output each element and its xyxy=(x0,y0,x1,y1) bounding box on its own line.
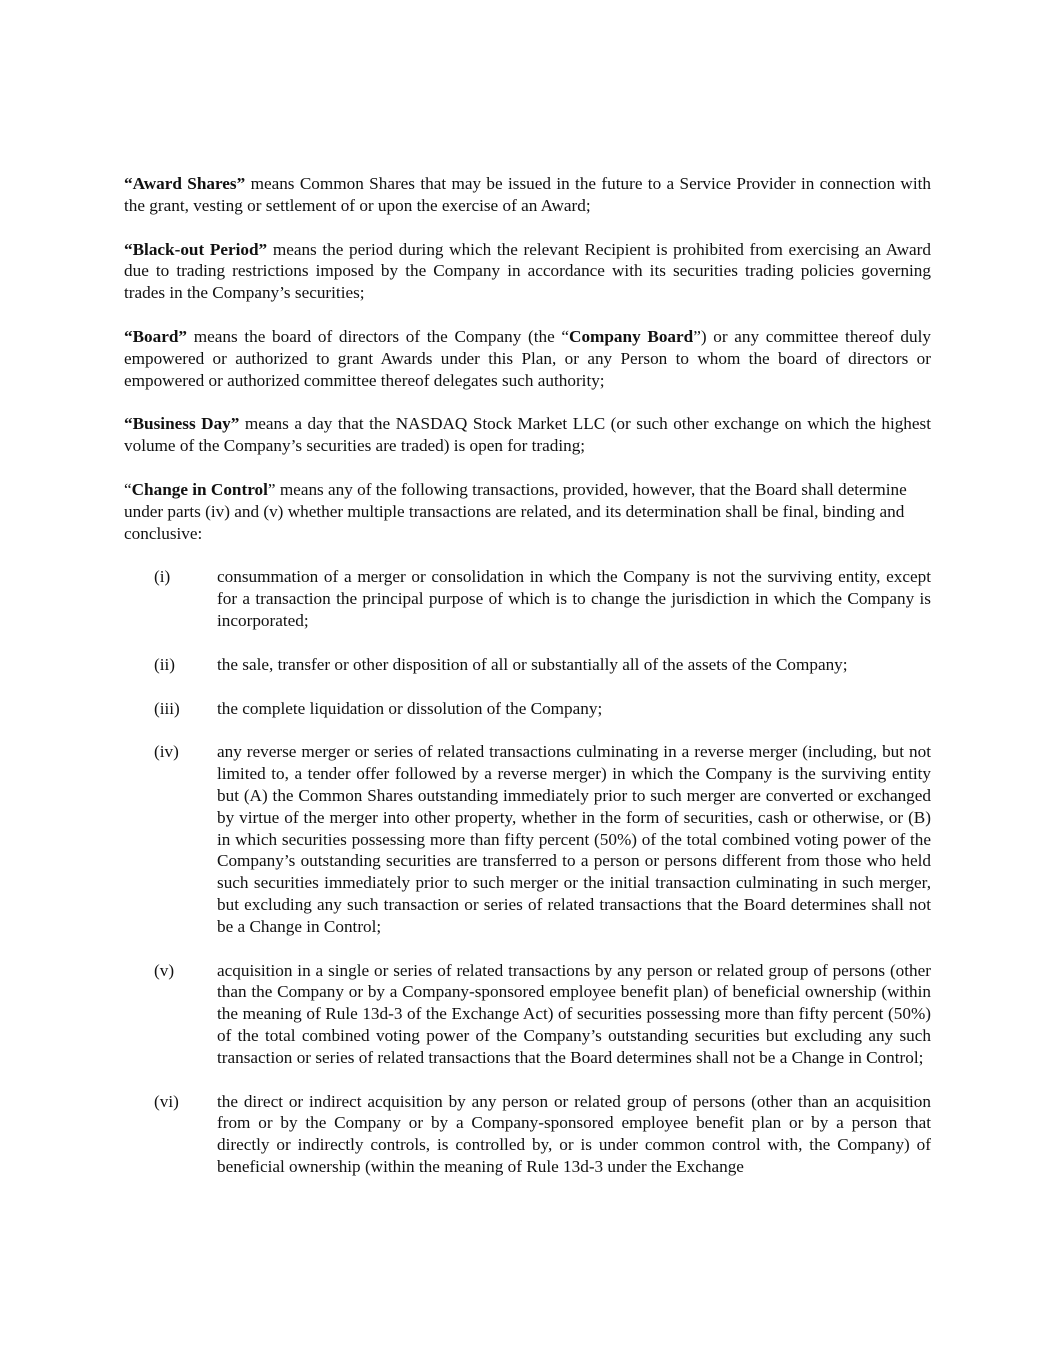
definition-business-day xyxy=(124,413,931,457)
definition-text: means a day that the NASDAQ Stock Market LLC (or such other exchange on which the highest volume of the Company’s securities are traded) is open for trading; xyxy=(124,414,931,456)
definition-text: means Common Shares that may be issued in the future to a Service Provider in connection with the grant, vesting or settlement of or upon the exercise of an Award; xyxy=(124,174,931,215)
list-item-number: (iii) xyxy=(154,698,180,718)
document-page xyxy=(124,173,931,1178)
definition-text: means the period during which the relevant Recipient is prohibited from exercising an Award due to trading restrictions imposed by the Company in accordance with its securities trading policies governing trades in the Company’s securities; xyxy=(124,239,931,303)
list-item-text: any reverse merger or series of related transactions culminating in a reverse merger (including, but not limited to, a tender offer followed by a reverse merger) in which the Company is the surviving entity but (A) the Common Shares outstanding immediately prior to such merger are converted or exchanged by virtue of the merger into other property, whether in the form of securities, cash or otherwise, or (B) in which securities possessing more than fifty percent (50%) of the total combined voting power of the Company’s outstanding securities are transferred to a person or persons different from those who held such securities immediately prior to such merger or the initial transaction culminating in such merger, but excluding any such transaction or series of related transactions that the Board determines shall not be a Change in Control; xyxy=(217,742,931,936)
list-item-number: (vi) xyxy=(154,1091,179,1111)
open-quote: “ xyxy=(124,479,132,499)
list-item xyxy=(124,654,931,676)
list-item xyxy=(124,741,931,937)
definition-text: ” means any of the following transactions, provided, however, that the Board shall determine under parts (iv) and (v) whether multiple transactions are related, and its determination shall be final, binding and conclusive: xyxy=(124,479,907,543)
list-item xyxy=(124,1091,931,1178)
definition-black-out-period xyxy=(124,239,931,304)
defined-term: “Board” xyxy=(124,326,188,346)
inner-defined-term: Company Board xyxy=(569,326,694,346)
definition-text: ”) or any committee thereof duly empowered or authorized to grant Awards under this Plan, or any Person to whom the board of directors or empowered or authorized committee thereof delegates such authority; xyxy=(124,326,931,390)
list-item-text: acquisition in a single or series of related transactions by any person or related group of persons (other than the Company or by a Company-sponsored employee benefit plan) of beneficial ownership (within the meaning of Rule 13d-3 of the Exchange Act) of securities possessing more than fifty percent (50%) of the total combined voting power of the Company’s outstanding securities but excluding any such transaction or series of related transactions that the Board determines shall not be a Change in Control; xyxy=(217,960,931,1067)
definition-board xyxy=(124,326,931,391)
list-item xyxy=(124,960,931,1069)
list-item-number: (ii) xyxy=(154,654,175,674)
list-item-text: the complete liquidation or dissolution of the Company; xyxy=(217,698,603,718)
list-item-text: the direct or indirect acquisition by any person or related group of persons (other than an acquisition from or by the Company or by a Company-sponsored employee benefit plan or by a person that directly or indirectly controls, is controlled by, or is under common control with, the Company) of beneficial ownership (within the meaning of Rule 13d-3 under the Exchange xyxy=(217,1091,931,1176)
list-item-text: consummation of a merger or consolidation in which the Company is not the surviving entity, except for a transaction the principal purpose of which is to change the jurisdiction in which the Company is incorporated; xyxy=(217,567,931,630)
defined-term: Change in Control xyxy=(131,479,268,499)
definition-award-shares xyxy=(124,173,931,217)
defined-term: “Award Shares” xyxy=(124,174,246,193)
defined-term: “Business Day” xyxy=(124,414,240,434)
definition-change-in-control xyxy=(124,479,931,544)
list-item xyxy=(124,698,931,720)
list-item-number: (v) xyxy=(154,960,175,980)
list-item-number: (i) xyxy=(154,567,171,587)
list-item-number: (iv) xyxy=(154,742,179,762)
defined-term: “Black-out Period” xyxy=(124,239,268,259)
list-item-text: the sale, transfer or other disposition of all or substantially all of the assets of the Company; xyxy=(217,654,848,674)
list-item xyxy=(124,566,931,631)
definition-text: means the board of directors of the Company (the “ xyxy=(187,326,570,346)
